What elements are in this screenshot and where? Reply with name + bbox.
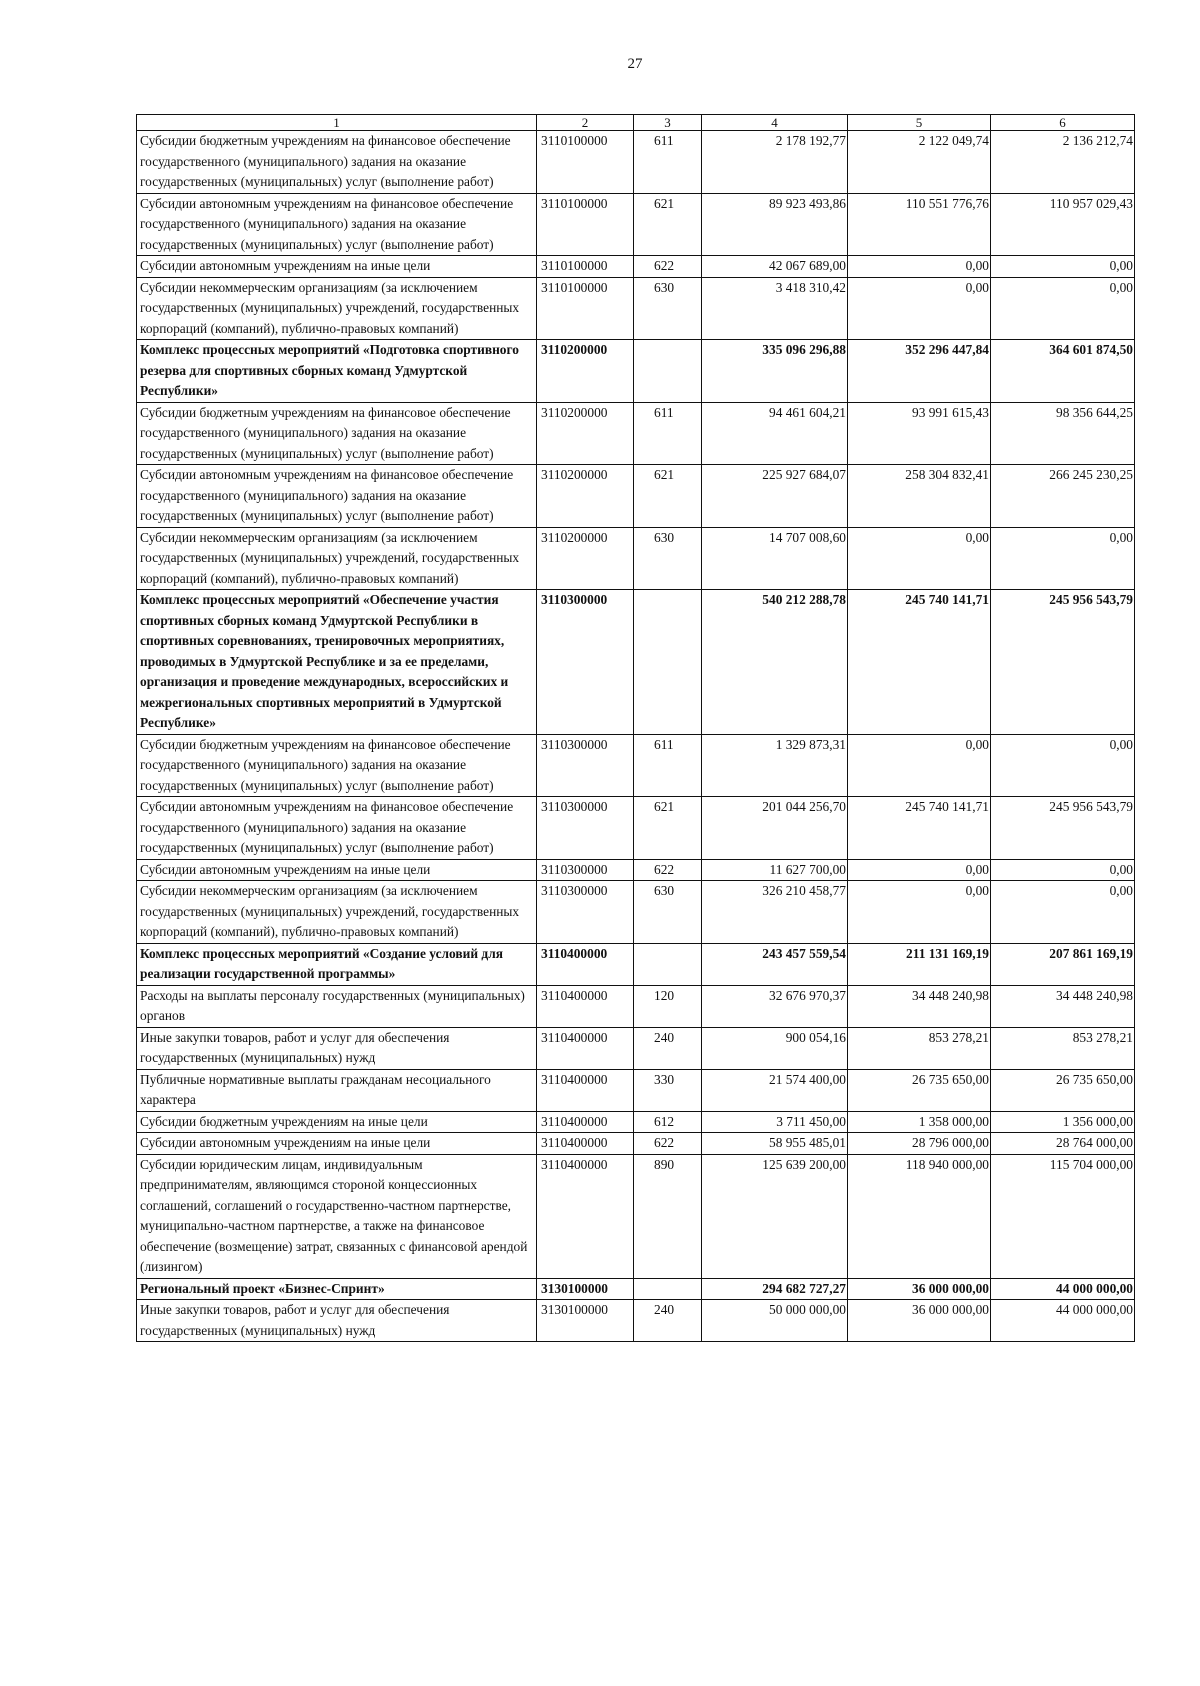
item-name-cell: Комплекс процессных мероприятий «Создание условий для реализации государственной программы»: [137, 943, 537, 985]
amount-col5-cell: 0,00: [848, 881, 991, 944]
amount-col4-cell: 294 682 727,27: [702, 1278, 848, 1300]
amount-col6-cell: 98 356 644,25: [991, 402, 1135, 465]
target-code-cell: 3110100000: [537, 131, 634, 194]
target-code-cell: 3110100000: [537, 256, 634, 278]
item-name-cell: Субсидии некоммерческим организациям (за исключением государственных (муниципальных) учреждений, государственных корпораций (компаний), публично-правовых компаний): [137, 527, 537, 590]
amount-col5-cell: 258 304 832,41: [848, 465, 991, 528]
expense-type-cell: 621: [634, 797, 702, 860]
header-cell: 2: [537, 115, 634, 131]
table-row: [137, 277, 1135, 340]
target-code-cell: 3110100000: [537, 193, 634, 256]
item-name-cell: Расходы на выплаты персоналу государственных (муниципальных) органов: [137, 985, 537, 1027]
amount-col5-cell: 1 358 000,00: [848, 1111, 991, 1133]
amount-col5-cell: 0,00: [848, 256, 991, 278]
amount-col5-cell: 245 740 141,71: [848, 797, 991, 860]
target-code-cell: 3110300000: [537, 881, 634, 944]
budget-table: [136, 114, 1135, 1342]
expense-type-cell: 612: [634, 1111, 702, 1133]
item-name-cell: Субсидии автономным учреждениям на финансовое обеспечение государственного (муниципального) задания на оказание государственных (муниципальных) услуг (выполнение работ): [137, 797, 537, 860]
target-code-cell: 3110200000: [537, 340, 634, 403]
table-row: [137, 1154, 1135, 1278]
amount-col6-cell: 110 957 029,43: [991, 193, 1135, 256]
header-cell: 6: [991, 115, 1135, 131]
amount-col5-cell: 28 796 000,00: [848, 1133, 991, 1155]
target-code-cell: 3110300000: [537, 590, 634, 735]
expense-type-cell: 630: [634, 277, 702, 340]
amount-col4-cell: 326 210 458,77: [702, 881, 848, 944]
table-row: [137, 131, 1135, 194]
amount-col6-cell: 0,00: [991, 277, 1135, 340]
table-row: [137, 1300, 1135, 1342]
amount-col4-cell: 21 574 400,00: [702, 1069, 848, 1111]
item-name-cell: Субсидии некоммерческим организациям (за исключением государственных (муниципальных) учреждений, государственных корпораций (компаний), публично-правовых компаний): [137, 881, 537, 944]
table-row: [137, 734, 1135, 797]
table-row: [137, 1133, 1135, 1155]
expense-type-cell: 240: [634, 1027, 702, 1069]
expense-type-cell: [634, 1278, 702, 1300]
item-name-cell: Субсидии бюджетным учреждениям на иные цели: [137, 1111, 537, 1133]
amount-col5-cell: 0,00: [848, 734, 991, 797]
amount-col4-cell: 243 457 559,54: [702, 943, 848, 985]
amount-col4-cell: 900 054,16: [702, 1027, 848, 1069]
item-name-cell: Субсидии бюджетным учреждениям на финансовое обеспечение государственного (муниципального) задания на оказание государственных (муниципальных) услуг (выполнение работ): [137, 131, 537, 194]
expense-type-cell: 240: [634, 1300, 702, 1342]
target-code-cell: 3130100000: [537, 1278, 634, 1300]
amount-col4-cell: 225 927 684,07: [702, 465, 848, 528]
table-section-row: [137, 340, 1135, 403]
item-name-cell: Субсидии автономным учреждениям на финансовое обеспечение государственного (муниципального) задания на оказание государственных (муниципальных) услуг (выполнение работ): [137, 465, 537, 528]
amount-col5-cell: 352 296 447,84: [848, 340, 991, 403]
amount-col6-cell: 0,00: [991, 527, 1135, 590]
amount-col4-cell: 32 676 970,37: [702, 985, 848, 1027]
target-code-cell: 3110400000: [537, 1069, 634, 1111]
item-name-cell: Субсидии автономным учреждениям на иные цели: [137, 1133, 537, 1155]
amount-col6-cell: 2 136 212,74: [991, 131, 1135, 194]
amount-col4-cell: 540 212 288,78: [702, 590, 848, 735]
item-name-cell: Субсидии бюджетным учреждениям на финансовое обеспечение государственного (муниципального) задания на оказание государственных (муниципальных) услуг (выполнение работ): [137, 402, 537, 465]
target-code-cell: 3110400000: [537, 1027, 634, 1069]
amount-col6-cell: 1 356 000,00: [991, 1111, 1135, 1133]
amount-col6-cell: 0,00: [991, 734, 1135, 797]
expense-type-cell: 622: [634, 256, 702, 278]
amount-col6-cell: 0,00: [991, 256, 1135, 278]
table-row: [137, 527, 1135, 590]
item-name-cell: Публичные нормативные выплаты гражданам несоциального характера: [137, 1069, 537, 1111]
amount-col5-cell: 0,00: [848, 527, 991, 590]
amount-col5-cell: 36 000 000,00: [848, 1300, 991, 1342]
table-row: [137, 1069, 1135, 1111]
table-row: [137, 465, 1135, 528]
item-name-cell: Субсидии автономным учреждениям на финансовое обеспечение государственного (муниципального) задания на оказание государственных (муниципальных) услуг (выполнение работ): [137, 193, 537, 256]
amount-col4-cell: 335 096 296,88: [702, 340, 848, 403]
amount-col6-cell: 26 735 650,00: [991, 1069, 1135, 1111]
target-code-cell: 3110200000: [537, 402, 634, 465]
table-row: [137, 797, 1135, 860]
amount-col4-cell: 1 329 873,31: [702, 734, 848, 797]
table-section-row: [137, 1278, 1135, 1300]
item-name-cell: Субсидии бюджетным учреждениям на финансовое обеспечение государственного (муниципального) задания на оказание государственных (муниципальных) услуг (выполнение работ): [137, 734, 537, 797]
target-code-cell: 3110400000: [537, 943, 634, 985]
amount-col6-cell: 0,00: [991, 859, 1135, 881]
target-code-cell: 3110400000: [537, 985, 634, 1027]
expense-type-cell: 120: [634, 985, 702, 1027]
item-name-cell: Иные закупки товаров, работ и услуг для обеспечения государственных (муниципальных) нужд: [137, 1300, 537, 1342]
header-cell: 4: [702, 115, 848, 131]
table-row: [137, 402, 1135, 465]
target-code-cell: 3110200000: [537, 465, 634, 528]
table-row: [137, 1027, 1135, 1069]
table-section-row: [137, 590, 1135, 735]
amount-col4-cell: 125 639 200,00: [702, 1154, 848, 1278]
item-name-cell: Субсидии некоммерческим организациям (за исключением государственных (муниципальных) учреждений, государственных корпораций (компаний), публично-правовых компаний): [137, 277, 537, 340]
target-code-cell: 3130100000: [537, 1300, 634, 1342]
amount-col6-cell: 207 861 169,19: [991, 943, 1135, 985]
item-name-cell: Региональный проект «Бизнес-Спринт»: [137, 1278, 537, 1300]
item-name-cell: Комплекс процессных мероприятий «Обеспечение участия спортивных сборных команд Удмуртской Республики в спортивных соревнованиях, тренировочных мероприятиях, проводимых в Удмуртской Республике и за ее пределами, организация и проведение международных, всероссийских и межрегиональных спортивных мероприятий в Удмуртской Республике»: [137, 590, 537, 735]
expense-type-cell: 630: [634, 527, 702, 590]
target-code-cell: 3110200000: [537, 527, 634, 590]
amount-col5-cell: 2 122 049,74: [848, 131, 991, 194]
page-number: 27: [627, 56, 643, 72]
amount-col4-cell: 89 923 493,86: [702, 193, 848, 256]
amount-col6-cell: 853 278,21: [991, 1027, 1135, 1069]
item-name-cell: Комплекс процессных мероприятий «Подготовка спортивного резерва для спортивных сборных команд Удмуртской Республики»: [137, 340, 537, 403]
amount-col4-cell: 58 955 485,01: [702, 1133, 848, 1155]
target-code-cell: 3110300000: [537, 734, 634, 797]
target-code-cell: 3110300000: [537, 859, 634, 881]
expense-type-cell: 330: [634, 1069, 702, 1111]
header-cell: 1: [137, 115, 537, 131]
expense-type-cell: 622: [634, 1133, 702, 1155]
amount-col4-cell: 42 067 689,00: [702, 256, 848, 278]
table-row: [137, 881, 1135, 944]
amount-col6-cell: 364 601 874,50: [991, 340, 1135, 403]
amount-col6-cell: 44 000 000,00: [991, 1300, 1135, 1342]
header-cell: 5: [848, 115, 991, 131]
amount-col5-cell: 34 448 240,98: [848, 985, 991, 1027]
amount-col6-cell: 245 956 543,79: [991, 590, 1135, 735]
amount-col6-cell: 28 764 000,00: [991, 1133, 1135, 1155]
amount-col5-cell: 245 740 141,71: [848, 590, 991, 735]
target-code-cell: 3110300000: [537, 797, 634, 860]
amount-col6-cell: 0,00: [991, 881, 1135, 944]
item-name-cell: Субсидии юридическим лицам, индивидуальным предпринимателям, являющимся стороной концессионных соглашений, соглашений о государственно-частном партнерстве, муниципально-частном партнерстве, а также на финансовое обеспечение (возмещение) затрат, связанных с финансовой арендой (лизингом): [137, 1154, 537, 1278]
amount-col4-cell: 2 178 192,77: [702, 131, 848, 194]
table-body: [137, 115, 1135, 1342]
item-name-cell: Субсидии автономным учреждениям на иные цели: [137, 256, 537, 278]
amount-col5-cell: 211 131 169,19: [848, 943, 991, 985]
expense-type-cell: 622: [634, 859, 702, 881]
amount-col5-cell: 93 991 615,43: [848, 402, 991, 465]
amount-col4-cell: 14 707 008,60: [702, 527, 848, 590]
header-row: [137, 115, 1135, 131]
table-row: [137, 859, 1135, 881]
expense-type-cell: 611: [634, 131, 702, 194]
amount-col6-cell: 245 956 543,79: [991, 797, 1135, 860]
amount-col6-cell: 266 245 230,25: [991, 465, 1135, 528]
amount-col5-cell: 0,00: [848, 859, 991, 881]
expense-type-cell: 630: [634, 881, 702, 944]
expense-type-cell: 611: [634, 734, 702, 797]
target-code-cell: 3110400000: [537, 1111, 634, 1133]
item-name-cell: Субсидии автономным учреждениям на иные цели: [137, 859, 537, 881]
expense-type-cell: [634, 590, 702, 735]
target-code-cell: 3110400000: [537, 1154, 634, 1278]
expense-type-cell: 621: [634, 465, 702, 528]
amount-col5-cell: 118 940 000,00: [848, 1154, 991, 1278]
amount-col5-cell: 26 735 650,00: [848, 1069, 991, 1111]
amount-col5-cell: 110 551 776,76: [848, 193, 991, 256]
item-name-cell: Иные закупки товаров, работ и услуг для обеспечения государственных (муниципальных) нужд: [137, 1027, 537, 1069]
table-row: [137, 1111, 1135, 1133]
amount-col4-cell: 201 044 256,70: [702, 797, 848, 860]
table-row: [137, 256, 1135, 278]
amount-col4-cell: 94 461 604,21: [702, 402, 848, 465]
target-code-cell: 3110100000: [537, 277, 634, 340]
amount-col4-cell: 11 627 700,00: [702, 859, 848, 881]
amount-col4-cell: 50 000 000,00: [702, 1300, 848, 1342]
amount-col5-cell: 36 000 000,00: [848, 1278, 991, 1300]
amount-col4-cell: 3 418 310,42: [702, 277, 848, 340]
expense-type-cell: [634, 943, 702, 985]
amount-col5-cell: 853 278,21: [848, 1027, 991, 1069]
expense-type-cell: 611: [634, 402, 702, 465]
expense-type-cell: 890: [634, 1154, 702, 1278]
expense-type-cell: [634, 340, 702, 403]
amount-col4-cell: 3 711 450,00: [702, 1111, 848, 1133]
expense-type-cell: 621: [634, 193, 702, 256]
amount-col5-cell: 0,00: [848, 277, 991, 340]
table-section-row: [137, 943, 1135, 985]
target-code-cell: 3110400000: [537, 1133, 634, 1155]
amount-col6-cell: 34 448 240,98: [991, 985, 1135, 1027]
amount-col6-cell: 44 000 000,00: [991, 1278, 1135, 1300]
amount-col6-cell: 115 704 000,00: [991, 1154, 1135, 1278]
table-row: [137, 985, 1135, 1027]
table-row: [137, 193, 1135, 256]
header-cell: 3: [634, 115, 702, 131]
